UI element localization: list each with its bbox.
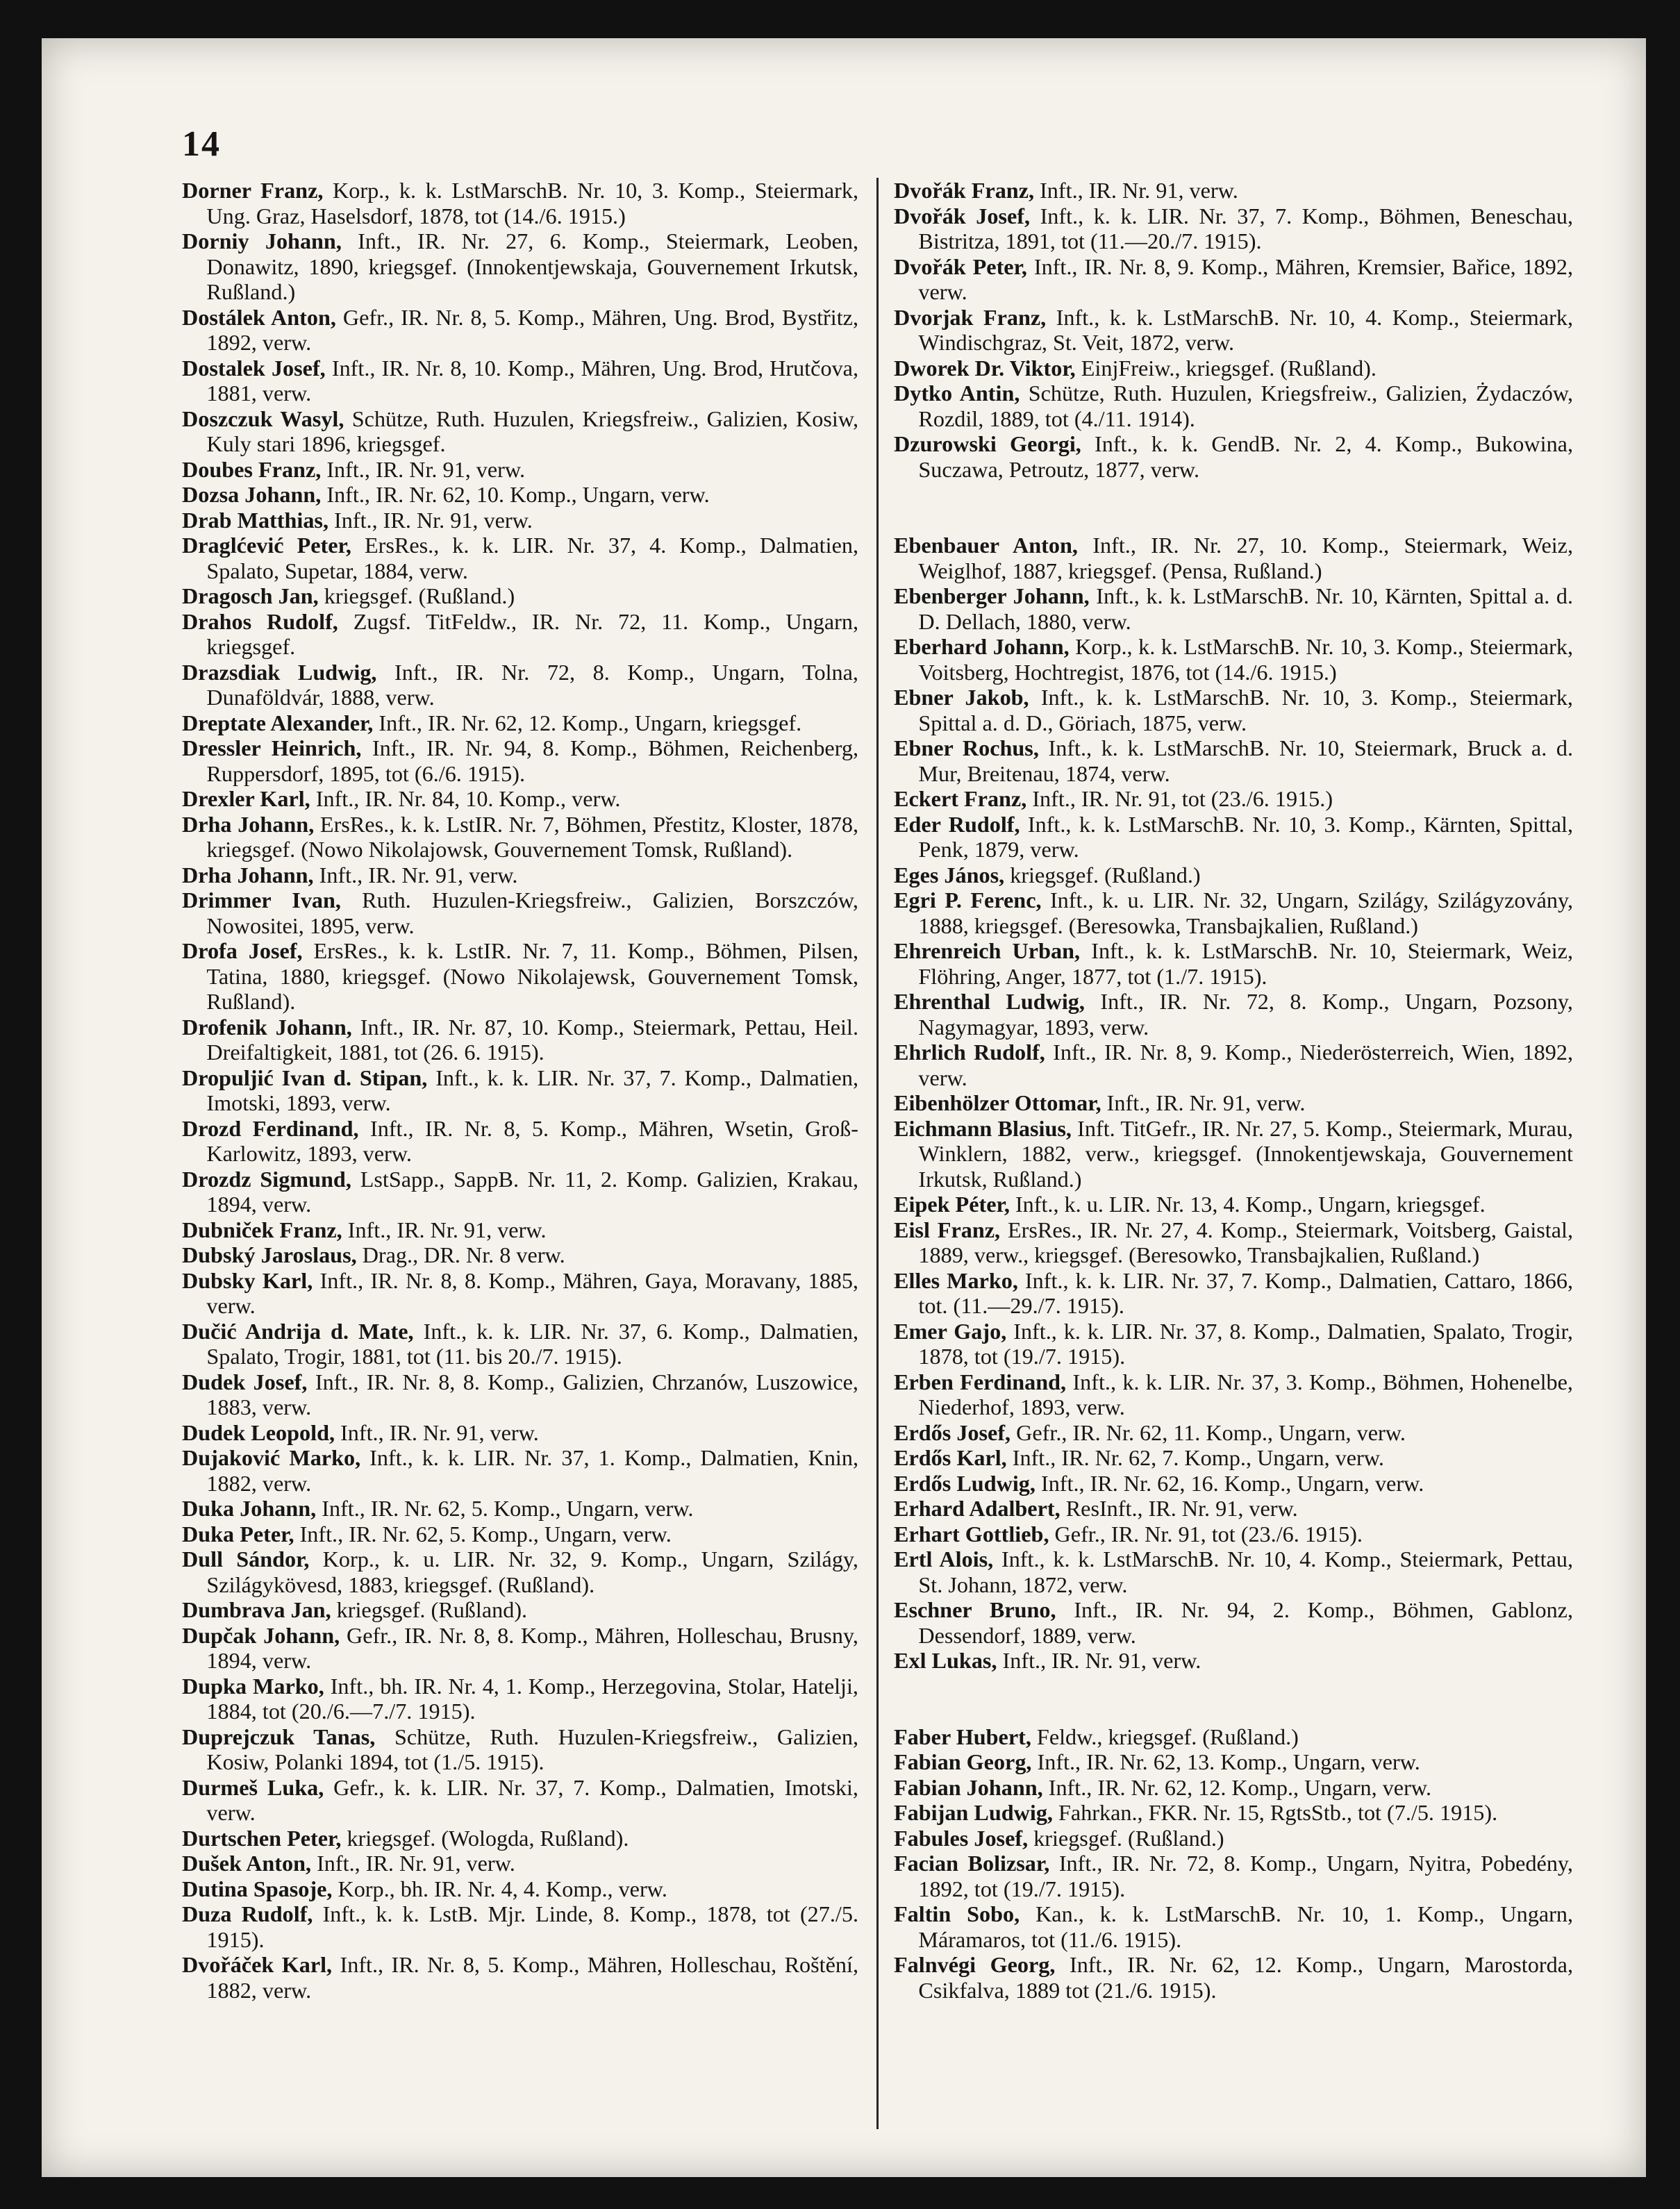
register-entry — [894, 1800, 1573, 1826]
register-entry — [182, 356, 858, 406]
register-entry — [894, 1901, 1573, 1952]
entry-name: Drofa Josef, — [182, 938, 303, 963]
entry-name: Drozdz Sigmund, — [182, 1166, 351, 1192]
entry-details: Inft., IR. Nr. 91, verw. — [321, 456, 526, 482]
entry-details: Inft., IR. Nr. 94, 8. Komp., Böhmen, Reichenberg, Ruppersdorf, 1895, tot (6./6. 1915). — [206, 735, 858, 786]
register-entry — [182, 1901, 858, 1952]
entry-details: Feldw., kriegsgef. (Rußland.) — [1031, 1724, 1299, 1749]
entry-name: Eichmann Blasius, — [894, 1115, 1072, 1141]
entry-name: Dubniček Franz, — [182, 1217, 342, 1242]
register-entry — [894, 305, 1573, 356]
section-gap — [894, 1674, 1573, 1724]
register-entry — [182, 660, 858, 710]
entry-name: Duka Peter, — [182, 1521, 294, 1547]
entry-details: Inft., k. k. LIR. Nr. 37, 1. Komp., Dalmatien, Knin, 1882, verw. — [206, 1445, 858, 1496]
entry-name: Dušek Anton, — [182, 1851, 312, 1876]
entry-name: Fabules Josef, — [894, 1825, 1029, 1851]
entry-name: Eder Rudolf, — [894, 811, 1020, 837]
entry-name: Ebner Jakob, — [894, 685, 1029, 710]
entry-details: kriegsgef. (Rußland). — [331, 1597, 528, 1622]
entry-name: Dubský Jaroslaus, — [182, 1242, 357, 1267]
entry-name: Drab Matthias, — [182, 507, 328, 533]
register-entry — [894, 1369, 1573, 1420]
entry-details: Drag., DR. Nr. 8 verw. — [356, 1242, 565, 1267]
entry-name: Duza Rudolf, — [182, 1901, 313, 1926]
entry-details: Inft., IR. Nr. 8, 5. Komp., Mähren, Wsetin, Groß-Karlowitz, 1893, verw. — [206, 1115, 858, 1166]
entry-details: EinjFreiw., kriegsgef. (Rußland). — [1075, 355, 1377, 381]
page-number: 14 — [182, 124, 221, 164]
register-entry — [894, 812, 1573, 862]
register-entry — [182, 1775, 858, 1826]
entry-name: Drimmer Ivan, — [182, 887, 341, 912]
register-entry — [182, 1242, 858, 1268]
register-entry — [182, 508, 858, 533]
entry-name: Dupčak Johann, — [182, 1622, 340, 1648]
entry-name: Drazsdiak Ludwig, — [182, 659, 377, 685]
entry-name: Ehrenreich Urban, — [894, 938, 1081, 963]
register-entry — [182, 1952, 858, 2003]
register-entry — [182, 1445, 858, 1496]
entry-details: Inft., IR. Nr. 8, 5. Komp., Mähren, Holleschau, Roštění, 1882, verw. — [206, 1952, 858, 2003]
entry-name: Dorner Franz, — [182, 178, 324, 203]
register-entry — [182, 406, 858, 457]
entry-details: ResInft., IR. Nr. 91, verw. — [1060, 1496, 1298, 1521]
register-entry — [894, 381, 1573, 431]
entry-details: Gefr., IR. Nr. 91, tot (23./6. 1915). — [1049, 1521, 1363, 1547]
entry-details: Inft., k. k. LstMarschB. Nr. 10, 3. Komp., Kärnten, Spittal, Penk, 1879, verw. — [918, 811, 1573, 862]
register-entry — [182, 609, 858, 660]
register-entry — [182, 178, 858, 228]
register-entry — [182, 1496, 858, 1522]
entry-name: Dubsky Karl, — [182, 1267, 313, 1293]
entry-name: Ebner Rochus, — [894, 735, 1039, 760]
register-entry — [182, 583, 858, 609]
register-entry — [894, 1851, 1573, 1901]
entry-details: Inft., k. k. LIR. Nr. 37, 8. Komp., Dalmatien, Spalato, Trogir, 1878, tot (19./7. 1915). — [918, 1318, 1573, 1369]
entry-name: Eisl Franz, — [894, 1217, 1001, 1242]
register-entry — [182, 1724, 858, 1775]
register-entry — [894, 1445, 1573, 1471]
entry-name: Drha Johann, — [182, 862, 314, 887]
entry-details: Inft., IR. Nr. 91, verw. — [342, 1217, 547, 1242]
entry-details: Inft., k. k. LIR. Nr. 37, 7. Komp., Dalmatien, Cattaro, 1866, tot. (11.—29./7. 1915). — [918, 1267, 1573, 1318]
entry-details: Inft., IR. Nr. 84, 10. Komp., verw. — [310, 786, 621, 811]
register-entry — [182, 1065, 858, 1116]
entry-details: Inft., k. k. LstMarschB. Nr. 10, 3. Komp., Steiermark, Spittal a. d. D., Göriach, 1875, verw. — [918, 685, 1573, 735]
register-entry — [894, 1547, 1573, 1597]
entry-details: Korp., k. k. LstMarschB. Nr. 10, 3. Komp., Steiermark, Ung. Graz, Haselsdorf, 1878, tot (14./6. 1915.) — [206, 178, 858, 228]
entry-name: Eckert Franz, — [894, 786, 1027, 811]
register-entry — [894, 178, 1573, 203]
register-entry — [182, 1015, 858, 1065]
entry-details: Inft., IR. Nr. 91, verw. — [311, 1851, 515, 1876]
entry-details: Inft., IR. Nr. 62, 16. Komp., Ungarn, verw. — [1035, 1470, 1424, 1496]
entry-details: Inft., IR. Nr. 91, verw. — [1101, 1090, 1306, 1115]
register-entry — [182, 786, 858, 812]
register-entry — [182, 1876, 858, 1902]
entry-details: kriegsgef. (Rußland.) — [1028, 1825, 1224, 1851]
entry-details: Inft., k. k. LstMarschB. Nr. 10, 4. Komp., Steiermark, Windischgraz, St. Veit, 1872, verw. — [918, 304, 1573, 355]
register-entry — [894, 1420, 1573, 1446]
register-entry — [894, 1826, 1573, 1851]
register-entry — [182, 1369, 858, 1420]
entry-name: Dumbrava Jan, — [182, 1597, 331, 1622]
entry-name: Drexler Karl, — [182, 786, 310, 811]
entry-name: Dorniy Johann, — [182, 228, 342, 253]
entry-name: Dragosch Jan, — [182, 583, 319, 608]
entry-details: Inft., k. u. LIR. Nr. 13, 4. Komp., Ungarn, kriegsgef. — [1009, 1192, 1486, 1217]
register-entry — [894, 1090, 1573, 1116]
register-entry — [894, 1952, 1573, 2003]
entry-name: Ebenberger Johann, — [894, 583, 1090, 608]
entry-name: Erhart Gottlieb, — [894, 1521, 1049, 1547]
entry-details: Inft., IR. Nr. 91, verw. — [997, 1648, 1201, 1673]
entry-details: kriegsgef. (Rußland.) — [318, 583, 515, 608]
entry-name: Faber Hubert, — [894, 1724, 1031, 1749]
register-entry — [894, 356, 1573, 381]
right-column — [894, 178, 1573, 2003]
register-entry — [894, 634, 1573, 685]
register-entry — [182, 1623, 858, 1674]
entry-name: Dostalek Josef, — [182, 355, 326, 381]
register-entry — [182, 228, 858, 305]
register-entry — [894, 1648, 1573, 1674]
register-entry — [894, 862, 1573, 888]
register-entry — [894, 203, 1573, 254]
entry-details: Inft., IR. Nr. 91, verw. — [335, 1419, 539, 1445]
entry-name: Dupka Marko, — [182, 1673, 324, 1699]
register-entry — [182, 812, 858, 862]
entry-name: Dreptate Alexander, — [182, 710, 374, 735]
entry-details: Inft., IR. Nr. 62, 12. Komp., Ungarn, kriegsgef. — [373, 710, 802, 735]
register-entry — [182, 305, 858, 356]
entry-name: Dujaković Marko, — [182, 1445, 361, 1470]
entry-name: Elles Marko, — [894, 1267, 1018, 1293]
entry-name: Erhard Adalbert, — [894, 1496, 1061, 1521]
entry-details: Inft., IR. Nr. 62, 13. Komp., Ungarn, verw. — [1031, 1749, 1420, 1774]
entry-name: Dozsa Johann, — [182, 482, 322, 507]
entry-details: ErsRes., IR. Nr. 27, 4. Komp., Steiermark, Voitsberg, Gaistal, 1889, verw., kriegsgef. (Beresowko, Transbajkalien, Rußland.) — [918, 1217, 1574, 1267]
entry-details: Inft., IR. Nr. 8, 8. Komp., Mähren, Gaya, Moravany, 1885, verw. — [206, 1267, 858, 1318]
register-entry — [182, 1116, 858, 1167]
entry-details: Korp., bh. IR. Nr. 4, 4. Komp., verw. — [332, 1876, 667, 1901]
entry-details: Inft., k. u. LIR. Nr. 32, Ungarn, Szilágy, Szilágyzovány, 1888, kriegsgef. (Beresowka, Transbajkalien, Rußland.) — [918, 887, 1573, 938]
register-entry — [182, 1217, 858, 1243]
entry-details: Inft., IR. Nr. 72, 8. Komp., Ungarn, Pozsony, Nagymagyar, 1893, verw. — [918, 989, 1573, 1040]
register-entry — [894, 1749, 1573, 1775]
register-entry — [894, 1040, 1573, 1090]
entry-details: Korp., k. k. LstMarschB. Nr. 10, 3. Komp., Steiermark, Voitsberg, Hochtregist, 1876, tot (14./6. 1915.) — [918, 634, 1573, 685]
entry-name: Draglćević Peter, — [182, 533, 351, 558]
register-entry — [894, 1496, 1573, 1522]
entry-details: Inft., IR. Nr. 27, 10. Komp., Steiermark, Weiz, Weiglhof, 1887, kriegsgef. (Pensa, Rußland.) — [918, 533, 1574, 583]
entry-details: Inft., k. k. LstMarschB. Nr. 10, Steiermark, Bruck a. d. Mur, Breitenau, 1874, verw. — [918, 735, 1574, 786]
entry-name: Eibenhölzer Ottomar, — [894, 1090, 1101, 1115]
register-entry — [182, 887, 858, 938]
entry-details: Gefr., IR. Nr. 8, 5. Komp., Mähren, Ung. Brod, Bystřitz, 1892, verw. — [206, 304, 858, 355]
entry-name: Durmeš Luka, — [182, 1774, 324, 1800]
entry-details: ErsRes., k. k. LstIR. Nr. 7, 11. Komp., Böhmen, Pilsen, Tatina, 1880, kriegsgef. (Nowo Nikolajewsk, Gouvernement Tomsk, Rußland). — [206, 938, 859, 1014]
register-entry — [894, 1268, 1573, 1319]
entry-details: Inft., k. k. LIR. Nr. 37, 7. Komp., Böhmen, Beneschau, Bistritza, 1891, tot (11.—20./7. 1915). — [918, 203, 1573, 253]
entry-name: Fabian Georg, — [894, 1749, 1032, 1774]
register-entry — [182, 1826, 858, 1851]
entry-name: Emer Gajo, — [894, 1318, 1007, 1344]
entry-name: Dvořák Peter, — [894, 253, 1027, 279]
entry-name: Doubes Franz, — [182, 456, 322, 482]
entry-name: Eschner Bruno, — [894, 1597, 1056, 1622]
entry-details: Inft., IR. Nr. 8, 8. Komp., Galizien, Chrzanów, Luszowice, 1883, verw. — [206, 1369, 858, 1419]
entry-name: Dudek Josef, — [182, 1369, 308, 1394]
entry-details: Korp., k. u. LIR. Nr. 32, 9. Komp., Ungarn, Szilágy, Szilágykövesd, 1883, kriegsgef. (Rußland). — [206, 1547, 858, 1597]
entry-details: Gefr., IR. Nr. 62, 11. Komp., Ungarn, verw. — [1011, 1419, 1406, 1445]
entry-name: Dull Sándor, — [182, 1547, 310, 1572]
entry-details: Ruth. Huzulen-Kriegsfreiw., Galizien, Borszczów, Nowositei, 1895, verw. — [206, 887, 858, 938]
register-entry — [894, 1522, 1573, 1547]
entry-details: Inft., IR. Nr. 62, 7. Komp., Ungarn, verw. — [1006, 1445, 1384, 1470]
entry-details: Inft., k. k. LIR. Nr. 37, 7. Komp., Dalmatien, Imotski, 1893, verw. — [206, 1065, 858, 1115]
entry-details: Inft., IR. Nr. 91, verw. — [1034, 178, 1238, 203]
entry-details: Inft., IR. Nr. 94, 2. Komp., Böhmen, Gablonz, Dessendorf, 1889, verw. — [918, 1597, 1573, 1648]
entry-details: Inft., IR. Nr. 87, 10. Komp., Steiermark, Pettau, Heil. Dreifaltigkeit, 1881, tot (26. 6. 1915). — [206, 1014, 858, 1065]
entry-name: Exl Lukas, — [894, 1648, 997, 1673]
entry-details: Inft., IR. Nr. 8, 9. Komp., Mähren, Kremsier, Bařice, 1892, verw. — [918, 253, 1573, 304]
entry-name: Duka Johann, — [182, 1496, 317, 1521]
entry-details: Inft., IR. Nr. 72, 8. Komp., Ungarn, Tolna, Dunaföldvár, 1888, verw. — [206, 659, 858, 710]
register-entry — [182, 1522, 858, 1547]
entry-name: Dvořák Josef, — [894, 203, 1031, 228]
entry-details: Schütze, Ruth. Huzulen, Kriegsfreiw., Galizien, Żydaczów, Rozdil, 1889, tot (4./11. 1914). — [918, 381, 1573, 431]
register-entry — [182, 482, 858, 508]
entry-name: Drha Johann, — [182, 811, 315, 837]
entry-details: Gefr., k. k. LIR. Nr. 37, 7. Komp., Dalmatien, Imotski, verw. — [206, 1774, 858, 1825]
entry-name: Drofenik Johann, — [182, 1014, 352, 1040]
register-entry — [182, 938, 858, 1015]
entry-name: Dučić Andrija d. Mate, — [182, 1318, 414, 1344]
register-entry — [182, 1167, 858, 1217]
entry-name: Dostálek Anton, — [182, 304, 336, 330]
entry-name: Dudek Leopold, — [182, 1419, 335, 1445]
register-entry — [894, 989, 1573, 1040]
entry-details: Gefr., IR. Nr. 8, 8. Komp., Mähren, Holleschau, Brusny, 1894, verw. — [206, 1622, 858, 1673]
entry-name: Erdős Josef, — [894, 1419, 1011, 1445]
entry-details: Inft., IR. Nr. 62, 5. Komp., Ungarn, verw. — [316, 1496, 694, 1521]
entry-name: Drozd Ferdinand, — [182, 1115, 359, 1141]
entry-name: Eges János, — [894, 862, 1005, 887]
entry-name: Eberhard Johann, — [894, 634, 1070, 659]
entry-details: Inft., k. k. GendB. Nr. 2, 4. Komp., Bukowina, Suczawa, Petroutz, 1877, verw. — [918, 431, 1573, 482]
entry-details: ErsRes., k. k. LstIR. Nr. 7, Böhmen, Přestitz, Kloster, 1878, kriegsgef. (Nowo Nikolajowsk, Gouvernement Tomsk, Rußland). — [206, 811, 859, 862]
entry-details: Inft., IR. Nr. 91, verw. — [313, 862, 518, 887]
section-d-entries — [894, 178, 1573, 482]
entry-name: Ehrenthal Ludwig, — [894, 989, 1085, 1014]
entry-details: Inft., k. k. LIR. Nr. 37, 6. Komp., Dalmatien, Spalato, Trogir, 1881, tot (11. bis 20./7. 1915). — [206, 1318, 858, 1369]
entry-name: Dytko Antin, — [894, 381, 1020, 406]
entry-details: Inft., IR. Nr. 62, 10. Komp., Ungarn, verw. — [321, 482, 710, 507]
entry-details: ErsRes., k. k. LIR. Nr. 37, 4. Komp., Dalmatien, Spalato, Supetar, 1884, verw. — [206, 533, 858, 583]
entry-name: Dvořáček Karl, — [182, 1952, 333, 1977]
register-entry — [894, 1724, 1573, 1750]
entry-name: Dworek Dr. Viktor, — [894, 355, 1076, 381]
entry-details: Inft., IR. Nr. 91, tot (23./6. 1915.) — [1026, 786, 1333, 811]
entry-details: Inft., IR. Nr. 8, 10. Komp., Mähren, Ung. Brod, Hrutčova, 1881, verw. — [206, 355, 858, 406]
section-gap — [894, 482, 1573, 533]
entry-details: Inft., bh. IR. Nr. 4, 1. Komp., Herzegovina, Stolar, Hatelji, 1884, tot (20./6.—7./7. 1915). — [206, 1673, 858, 1724]
entry-details: Inft., k. k. LstMarschB. Nr. 10, 4. Komp., Steiermark, Pettau, St. Johann, 1872, verw. — [918, 1547, 1573, 1597]
entry-name: Egri P. Ferenc, — [894, 887, 1042, 912]
register-entry — [182, 1547, 858, 1597]
register-entry — [894, 583, 1573, 634]
entry-name: Dressler Heinrich, — [182, 735, 362, 760]
register-entry — [894, 735, 1573, 786]
register-entry — [894, 431, 1573, 482]
register-entry — [182, 1268, 858, 1319]
register-entry — [182, 1597, 858, 1623]
entry-name: Dutina Spasoje, — [182, 1876, 333, 1901]
entry-name: Fabijan Ludwig, — [894, 1800, 1053, 1825]
entry-name: Facian Bolizsar, — [894, 1851, 1050, 1876]
entry-name: Eipek Péter, — [894, 1192, 1010, 1217]
register-entry — [182, 710, 858, 736]
entry-details: Inft., IR. Nr. 27, 6. Komp., Steiermark, Leoben, Donawitz, 1890, kriegsgef. (Innokentjewskaja, Gouvernement Irkutsk, Rußland.) — [206, 228, 858, 304]
entry-name: Erdős Karl, — [894, 1445, 1007, 1470]
entry-name: Ertl Alois, — [894, 1547, 994, 1572]
register-entry — [182, 1319, 858, 1369]
register-entry — [894, 1471, 1573, 1497]
entry-details: LstSapp., SappB. Nr. 11, 2. Komp. Galizien, Krakau, 1894, verw. — [206, 1166, 858, 1217]
entry-details: Fahrkan., FKR. Nr. 15, RgtsStb., tot (7./5. 1915). — [1052, 1800, 1498, 1825]
entry-name: Duprejczuk Tanas, — [182, 1724, 376, 1749]
section-e-entries — [894, 533, 1573, 1674]
entry-name: Ebenbauer Anton, — [894, 533, 1078, 558]
entry-details: Inft. TitGefr., IR. Nr. 27, 5. Komp., Steiermark, Murau, Winklern, 1882, verw., kriegsgef. (Innokentjewskaja, Gouvernement Irkutsk, Rußland.) — [918, 1115, 1573, 1192]
register-entry — [894, 887, 1573, 938]
entry-name: Erdős Ludwig, — [894, 1470, 1036, 1496]
register-entry — [894, 938, 1573, 989]
entry-details: Inft., IR. Nr. 62, 12. Komp., Ungarn, verw. — [1042, 1774, 1432, 1800]
register-entry — [894, 533, 1573, 583]
column-divider — [876, 178, 879, 2129]
register-entry — [182, 862, 858, 888]
entry-name: Dvořák Franz, — [894, 178, 1035, 203]
entry-name: Dvorjak Franz, — [894, 304, 1047, 330]
register-entry — [894, 1597, 1573, 1648]
left-column — [182, 178, 858, 2003]
register-entry — [894, 786, 1573, 812]
register-entry — [182, 457, 858, 483]
register-entry — [894, 1192, 1573, 1217]
register-entry — [182, 1851, 858, 1876]
entry-details: Inft., IR. Nr. 8, 9. Komp., Niederösterreich, Wien, 1892, verw. — [918, 1040, 1573, 1090]
entry-details: Zugsf. TitFeldw., IR. Nr. 72, 11. Komp., Ungarn, kriegsgef. — [206, 608, 859, 659]
entry-name: Doszczuk Wasyl, — [182, 406, 344, 431]
entry-name: Faltin Sobo, — [894, 1901, 1020, 1926]
entry-details: Inft., k. k. LstMarschB. Nr. 10, Kärnten, Spittal a. d. D. Dellach, 1880, verw. — [918, 583, 1573, 634]
register-entry — [894, 685, 1573, 735]
register-entry — [894, 1775, 1573, 1801]
entry-name: Ehrlich Rudolf, — [894, 1040, 1045, 1065]
register-entry — [182, 735, 858, 786]
register-entry — [182, 533, 858, 583]
entry-details: Inft., k. k. LstB. Mjr. Linde, 8. Komp., 1878, tot (27./5. 1915). — [206, 1901, 858, 1952]
register-entry — [894, 1319, 1573, 1369]
entry-details: Inft., IR. Nr. 72, 8. Komp., Ungarn, Nyitra, Pobedény, 1892, tot (19./7. 1915). — [918, 1851, 1573, 1901]
entry-name: Dropuljić Ivan d. Stipan, — [182, 1065, 428, 1090]
entry-name: Fabian Johann, — [894, 1774, 1043, 1800]
entry-details: Schütze, Ruth. Huzulen-Kriegsfreiw., Galizien, Kosiw, Polanki 1894, tot (1./5. 1915). — [206, 1724, 858, 1774]
entry-details: Kan., k. k. LstMarschB. Nr. 10, 1. Komp., Ungarn, Máramaros, tot (11./6. 1915). — [918, 1901, 1573, 1952]
entry-details: kriegsgef. (Wologda, Rußland). — [341, 1825, 629, 1851]
entry-details: Inft., IR. Nr. 62, 12. Komp., Ungarn, Marostorda, Csikfalva, 1889 tot (21./6. 1915). — [918, 1952, 1573, 2003]
section-f-entries — [894, 1724, 1573, 2003]
register-entry — [894, 1217, 1573, 1268]
entry-name: Erben Ferdinand, — [894, 1369, 1067, 1394]
entry-name: Dzurowski Georgi, — [894, 431, 1081, 456]
entry-details: Inft., k. k. LIR. Nr. 37, 3. Komp., Böhmen, Hohenelbe, Niederhof, 1893, verw. — [918, 1369, 1573, 1419]
register-entry — [182, 1674, 858, 1724]
entry-name: Drahos Rudolf, — [182, 608, 338, 634]
entry-details: Inft., IR. Nr. 91, verw. — [328, 507, 533, 533]
entry-name: Falnvégi Georg, — [894, 1952, 1056, 1977]
register-entry — [894, 1116, 1573, 1192]
entry-details: Inft., k. k. LstMarschB. Nr. 10, Steiermark, Weiz, Flöhring, Anger, 1877, tot (1./7. 1915). — [918, 938, 1573, 989]
register-entry — [894, 254, 1573, 305]
entry-name: Durtschen Peter, — [182, 1825, 342, 1851]
entry-details: Inft., IR. Nr. 62, 5. Komp., Ungarn, verw. — [294, 1521, 672, 1547]
entry-details: kriegsgef. (Rußland.) — [1004, 862, 1201, 887]
register-entry — [182, 1420, 858, 1446]
entry-details: Schütze, Ruth. Huzulen, Kriegsfreiw., Galizien, Kosiw, Kuly stari 1896, kriegsgef. — [206, 406, 859, 456]
